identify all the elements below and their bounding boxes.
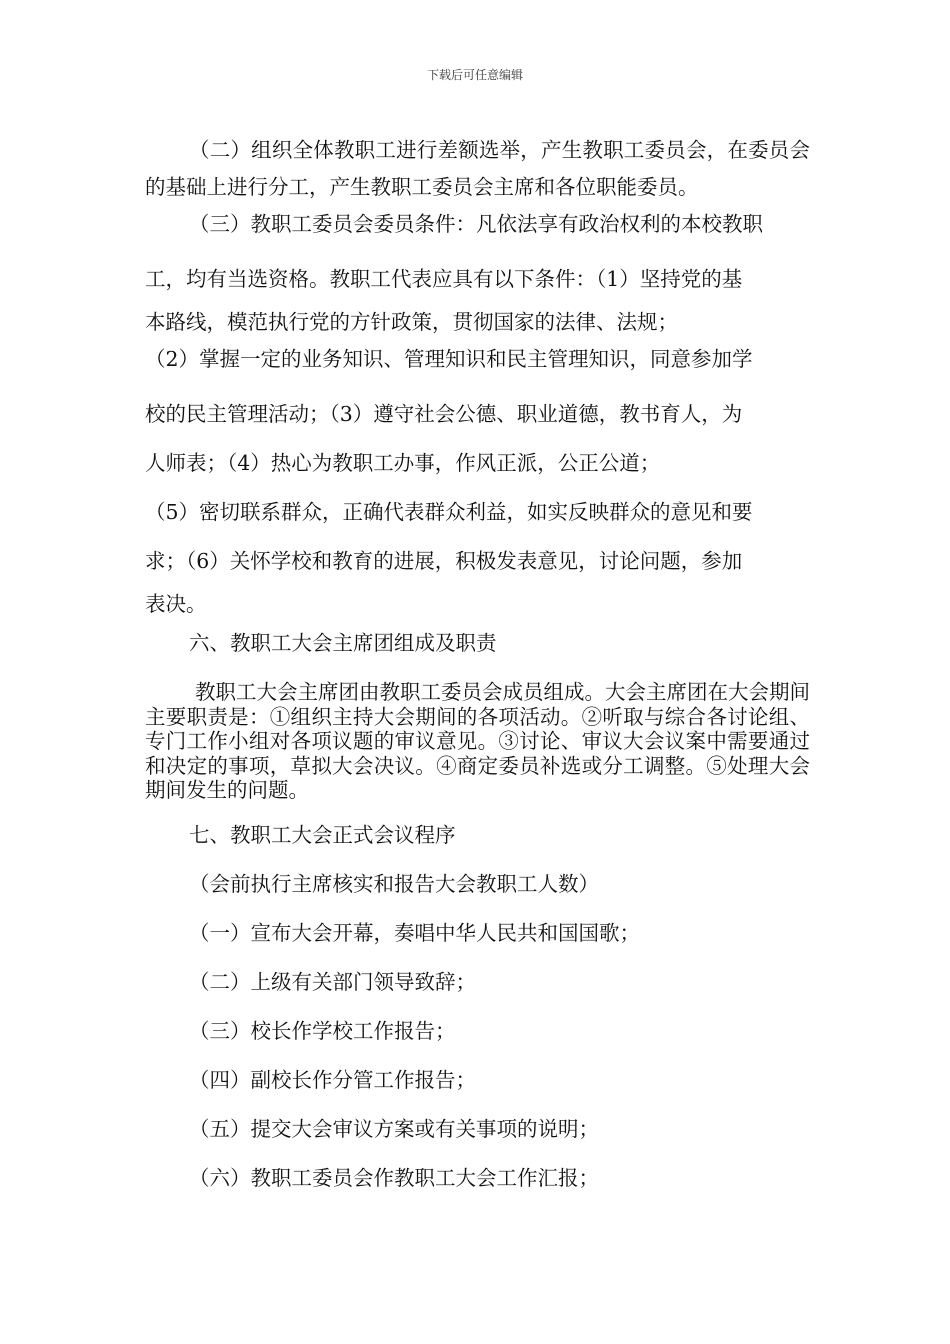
paragraph-member-conditions xyxy=(145,206,810,623)
line: 表决。 xyxy=(145,592,207,616)
paragraph-election: （二）组织全体教职工进行差额选举，产生教职工委员会，在委员会的基础上进行分工，产生教职工委员会主席和各位职能委员。 xyxy=(145,138,810,199)
procedure-note: （会前执行主席核实和报告大会教职工人数） xyxy=(189,871,599,896)
section-heading-6: 六、教职工大会主席团组成及职责 xyxy=(189,631,497,655)
line: 工，均有当选资格。教职工代表应具有以下条件：（1）坚持党的基 xyxy=(145,267,743,291)
list-item: （一）宣布大会开幕，奏唱中华人民共和国国歌； xyxy=(189,920,640,945)
list-item: （六）教职工委员会作教职工大会工作汇报； xyxy=(189,1165,599,1190)
list-item: （二）上级有关部门领导致辞； xyxy=(189,969,476,994)
procedure-list xyxy=(145,909,810,1203)
page-header: 下载后可任意编辑 xyxy=(426,68,523,82)
line: （5）密切联系群众，正确代表群众利益，如实反映群众的意见和要 xyxy=(145,500,753,524)
document-body xyxy=(145,132,810,1203)
paragraph-presidium: 教职工大会主席团由教职工委员会成员组成。大会主席团在大会期间主要职责是：①组织主持大会期间的各项活动。②听取与综合各讨论组、专门工作小组对各项议题的审议意见。③讨论、审议大会议案中需要通过和决定的事项，草拟大会决议。④商定委员补选或分工调整。⑤处理大会期间发生的问题。 xyxy=(145,680,810,802)
line: 校的民主管理活动；（3）遵守社会公德、职业道德，教书育人，为 xyxy=(145,402,743,426)
list-item: （三）校长作学校工作报告； xyxy=(189,1018,456,1043)
section-heading-7: 七、教职工大会正式会议程序 xyxy=(189,822,456,847)
line: （2）掌握一定的业务知识、管理知识和民主管理知识，同意参加学 xyxy=(145,347,753,371)
list-item: （四）副校长作分管工作报告； xyxy=(189,1067,476,1092)
line: 求；（6）关怀学校和教育的进展，积极发表意见，讨论问题，参加 xyxy=(145,549,743,573)
line: 本路线，模范执行党的方针政策，贯彻国家的法律、法规； xyxy=(145,310,678,334)
list-item: （五）提交大会审议方案或有关事项的说明； xyxy=(189,1116,599,1141)
line: （三）教职工委员会委员条件：凡依法享有政治权利的本校教职 xyxy=(189,212,763,236)
line: 人师表；（4）热心为教职工办事，作风正派，公正公道； xyxy=(145,451,661,475)
